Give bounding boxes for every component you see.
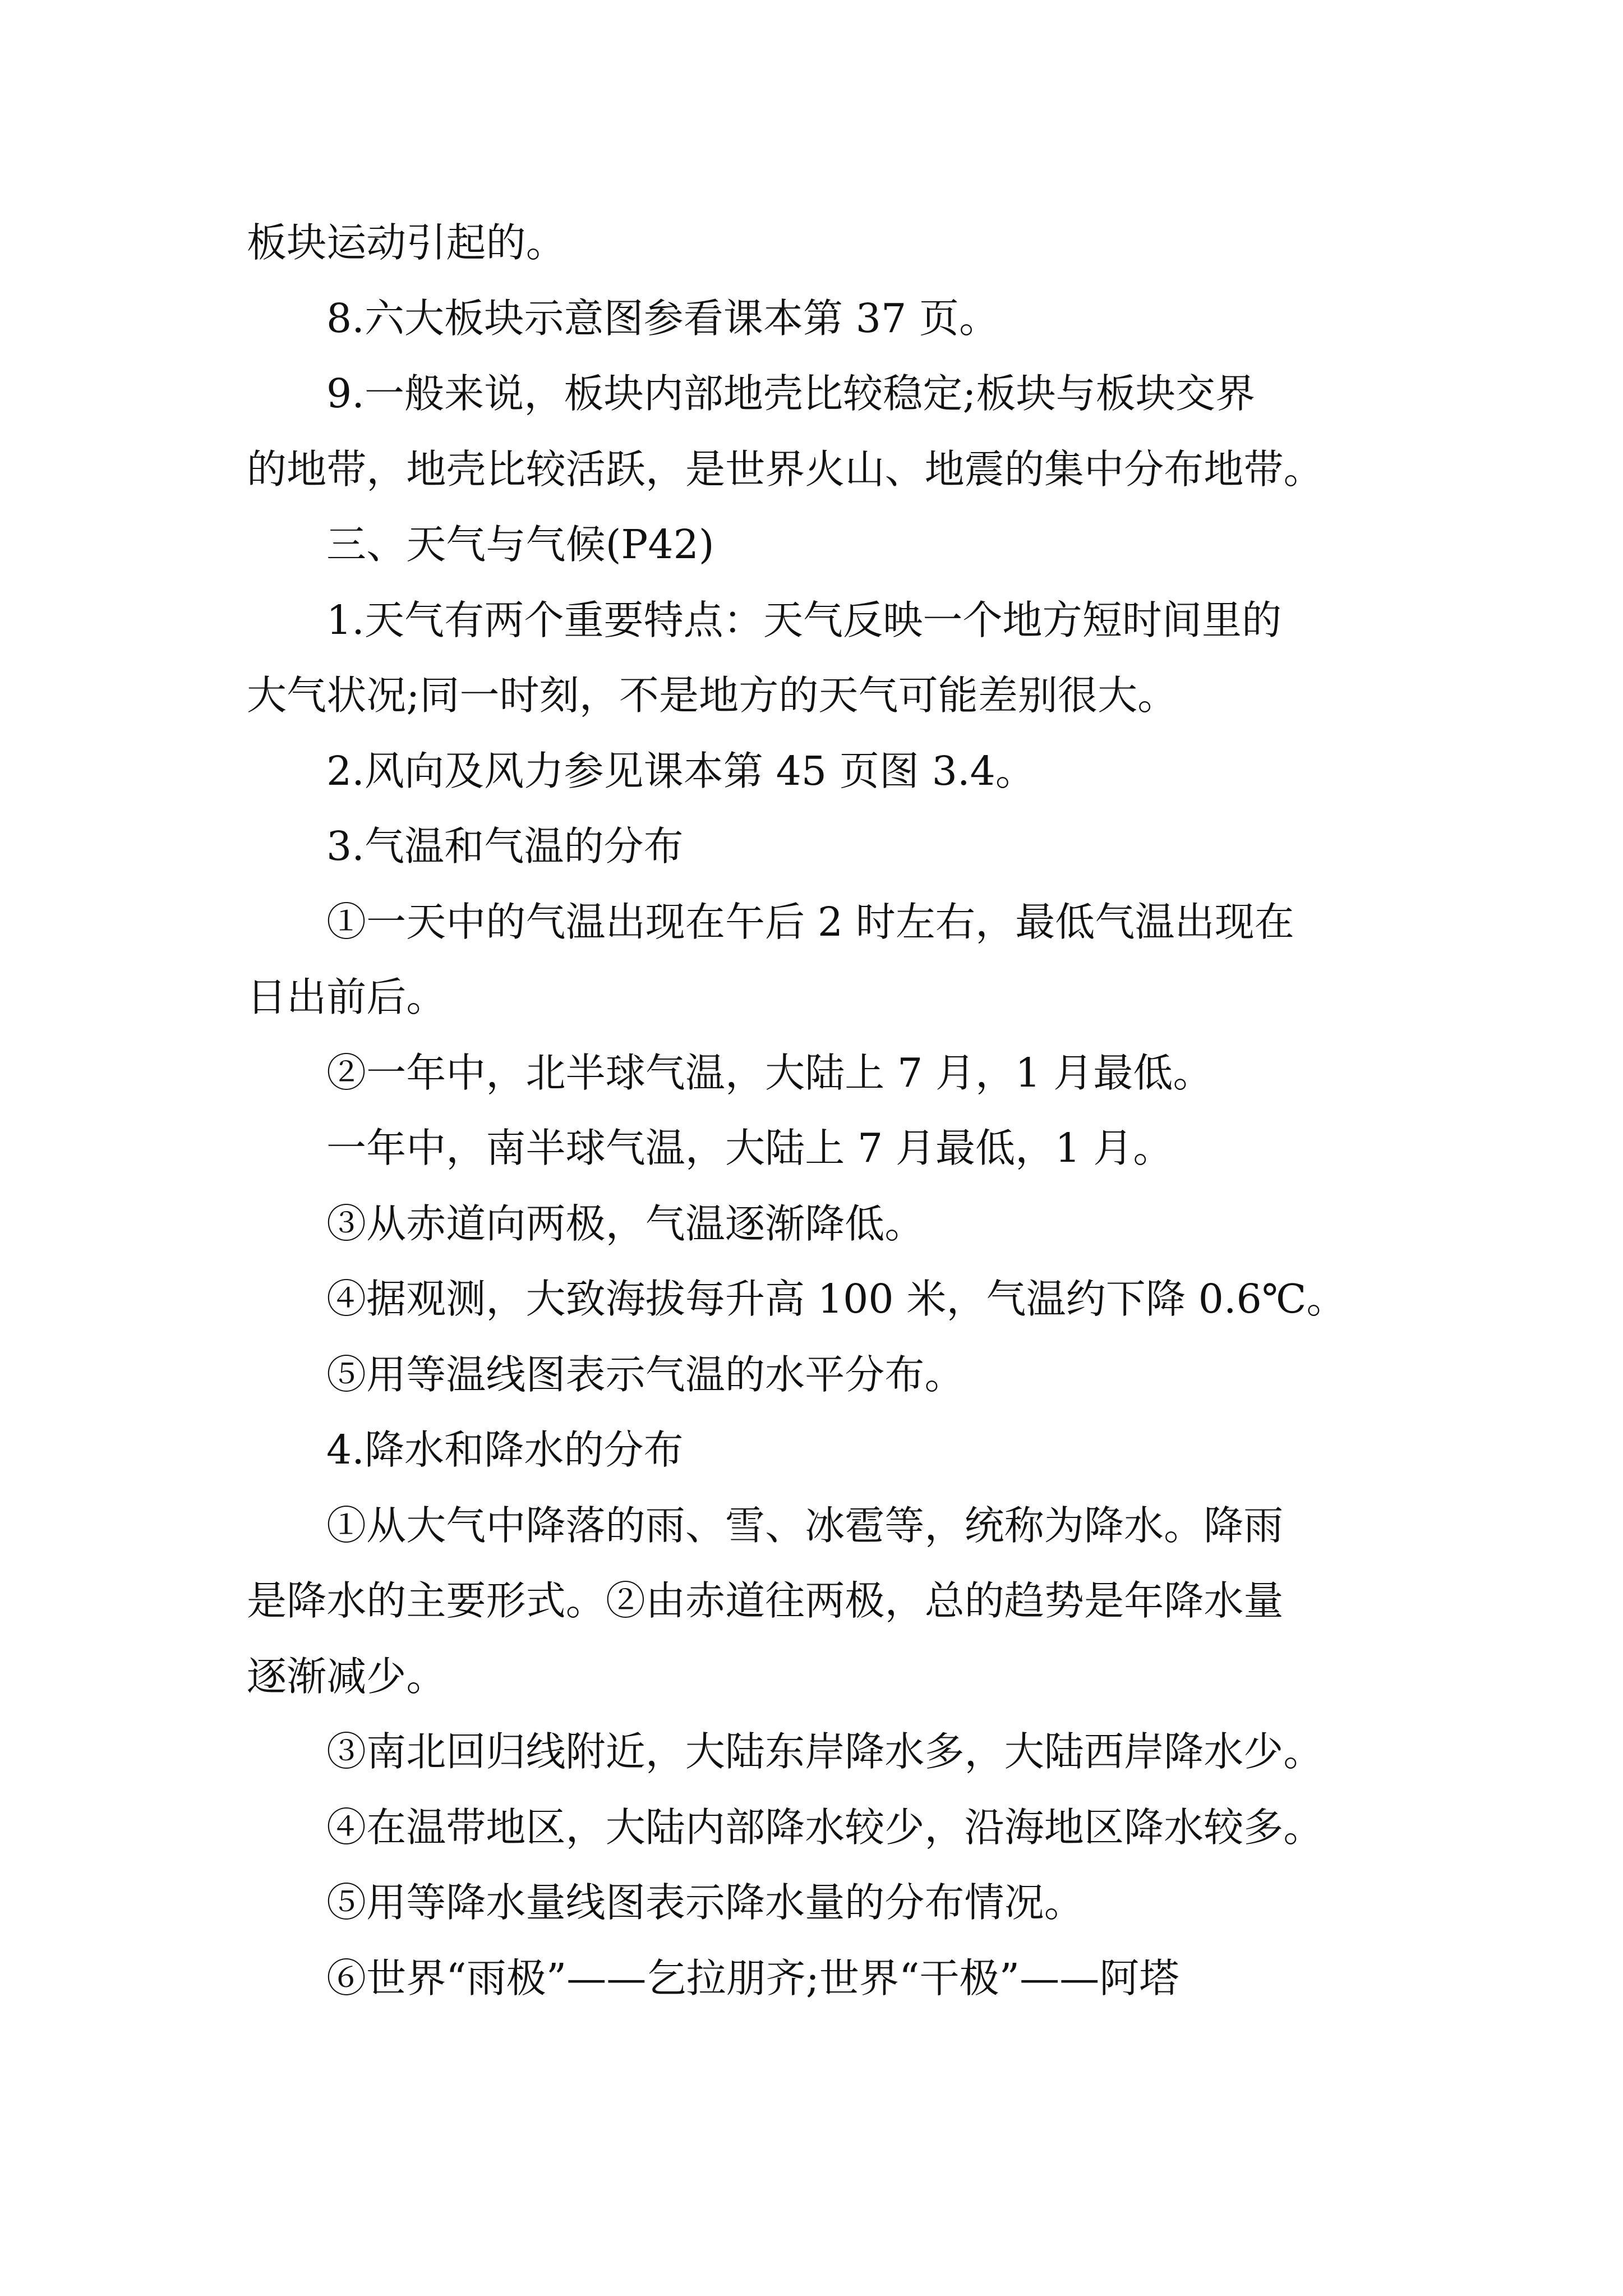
- text-line: ①一天中的气温出现在午后 2 时左右，最低气温出现在: [326, 899, 1294, 945]
- text-line: ①从大气中降落的雨、雪、冰雹等，统称为降水。降雨: [326, 1502, 1284, 1549]
- text-line: ⑥世界“雨极”——乞拉朋齐;世界“干极”——阿塔: [326, 1955, 1179, 2001]
- text-line: 逐渐减少。: [247, 1653, 446, 1700]
- text-line: ④据观测，大致海拔每升高 100 米，气温约下降 0.6℃。: [326, 1276, 1347, 1322]
- document-page: [247, 0, 1385, 2296]
- text-line: 大气状况;同一时刻，不是地方的天气可能差别很大。: [247, 672, 1178, 719]
- text-line: ③从赤道向两极，气温逐渐降低。: [326, 1200, 925, 1247]
- text-line: 一年中，南半球气温，大陆上 7 月最低，1 月。: [326, 1125, 1173, 1171]
- text-line: ④在温带地区，大陆内部降水较少，沿海地区降水较多。: [326, 1804, 1324, 1851]
- text-line: 是降水的主要形式。②由赤道往两极，总的趋势是年降水量: [247, 1577, 1284, 1624]
- text-line: 4.降水和降水的分布: [326, 1427, 684, 1473]
- text-line: 的地带，地壳比较活跃，是世界火山、地震的集中分布地带。: [247, 446, 1324, 493]
- text-line: ③南北回归线附近，大陆东岸降水多，大陆西岸降水少。: [326, 1728, 1324, 1775]
- text-line: 板块运动引起的。: [247, 219, 566, 266]
- text-line: 3.气温和气温的分布: [326, 823, 684, 869]
- section-heading: 三、天气与气候(P42): [326, 521, 714, 568]
- text-line: 8.六大板块示意图参看课本第 37 页。: [326, 295, 999, 342]
- text-line: ⑤用等温线图表示气温的水平分布。: [326, 1351, 965, 1398]
- text-line: 1.天气有两个重要特点：天气反映一个地方短时间里的: [326, 597, 1282, 643]
- text-line: ⑤用等降水量线图表示降水量的分布情况。: [326, 1879, 1084, 1926]
- text-line: 2.风向及风力参见课本第 45 页图 3.4。: [326, 748, 1036, 794]
- text-line: ②一年中，北半球气温，大陆上 7 月，1 月最低。: [326, 1050, 1213, 1096]
- text-line: 日出前后。: [247, 974, 446, 1020]
- text-line: 9.一般来说，板块内部地壳比较稳定;板块与板块交界: [326, 370, 1256, 417]
